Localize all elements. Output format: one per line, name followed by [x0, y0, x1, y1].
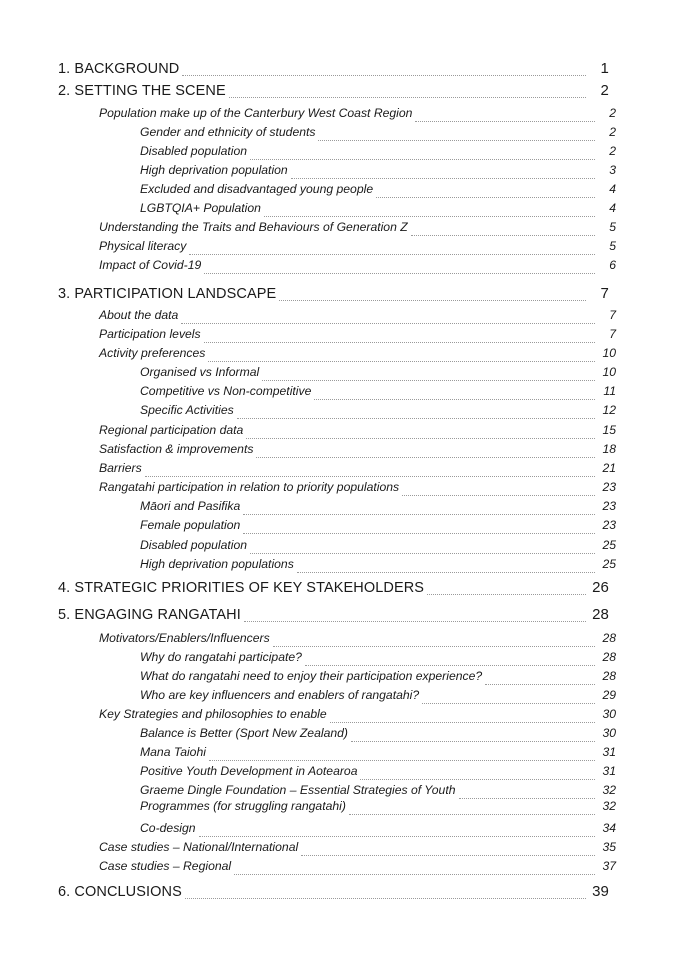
toc-entry-page-number: 2 — [600, 82, 609, 99]
dot-leader — [351, 741, 595, 742]
toc-entry[interactable] — [0, 764, 675, 784]
dot-leader — [305, 665, 595, 666]
toc-entry-title: Motivators/Enablers/Influencers — [99, 631, 270, 645]
toc-entry-title: Key Strategies and philosophies to enable — [99, 707, 327, 721]
dot-leader — [243, 514, 595, 515]
dot-leader — [243, 533, 595, 534]
dot-leader — [185, 898, 586, 899]
toc-entry[interactable] — [0, 239, 675, 259]
toc-entry-title: Co-design — [140, 821, 196, 835]
toc-entry[interactable] — [0, 125, 675, 145]
toc-entry-title: Organised vs Informal — [140, 365, 260, 379]
toc-entry-page-number: 31 — [602, 764, 616, 778]
dot-leader — [415, 121, 595, 122]
toc-entry-page-number: 4 — [609, 201, 616, 215]
toc-entry-title: Māori and Pasifika — [140, 499, 241, 513]
dot-leader — [145, 476, 595, 477]
dot-leader — [244, 621, 586, 622]
toc-entry[interactable] — [0, 726, 675, 746]
toc-entry-page-number: 1 — [600, 60, 609, 77]
toc-entry[interactable] — [0, 144, 675, 164]
toc-entry-page-number: 30 — [602, 707, 616, 721]
toc-entry-title: Understanding the Traits and Behaviours of Generation Z — [99, 220, 408, 234]
toc-entry-page-number: 7 — [600, 285, 609, 302]
toc-entry[interactable] — [0, 499, 675, 519]
toc-entry-title: Competitive vs Non-competitive — [140, 384, 312, 398]
toc-entry-title: Positive Youth Development in Aotearoa — [140, 764, 358, 778]
toc-entry-page-number: 35 — [602, 840, 616, 854]
toc-entry-title: High deprivation populations — [140, 557, 294, 571]
toc-entry-page-number: 7 — [609, 327, 616, 341]
toc-entry[interactable] — [0, 365, 675, 385]
toc-entry-title: Regional participation data — [99, 423, 244, 437]
toc-entry-title: 6. CONCLUSIONS — [58, 884, 182, 900]
toc-entry[interactable] — [0, 163, 675, 183]
dot-leader — [349, 814, 595, 815]
toc-entry[interactable] — [0, 201, 675, 221]
toc-entry-page-number: 25 — [602, 538, 616, 552]
toc-entry[interactable] — [0, 327, 675, 347]
toc-entry-title: Rangatahi participation in relation to priority populations — [99, 480, 400, 494]
toc-entry-page-number: 10 — [602, 365, 616, 379]
toc-entry[interactable] — [0, 403, 675, 423]
toc-entry[interactable] — [0, 480, 675, 500]
toc-entry-title: Why do rangatahi participate? — [140, 650, 302, 664]
dot-leader — [250, 159, 595, 160]
toc-entry-title: Case studies – National/International — [99, 840, 299, 854]
toc-entry-page-number: 15 — [602, 423, 616, 437]
toc-entry-page-number: 34 — [602, 821, 616, 835]
dot-leader — [318, 140, 595, 141]
toc-entry-page-number: 28 — [602, 669, 616, 683]
toc-entry[interactable] — [0, 346, 675, 366]
toc-entry[interactable] — [0, 60, 675, 80]
toc-entry-title: Gender and ethnicity of students — [140, 125, 316, 139]
toc-entry[interactable] — [0, 518, 675, 538]
toc-entry-page-number: 37 — [602, 859, 616, 873]
toc-entry-title: Disabled population — [140, 538, 248, 552]
toc-entry-title: Population make up of the Canterbury West Coast Region — [99, 106, 413, 120]
toc-entry-page-number: 30 — [602, 726, 616, 740]
toc-entry-page-number: 10 — [602, 346, 616, 360]
dot-leader — [411, 235, 595, 236]
toc-entry[interactable] — [0, 82, 675, 102]
toc-entry-page-number: 31 — [602, 745, 616, 759]
dot-leader — [262, 380, 595, 381]
toc-entry[interactable] — [0, 308, 675, 328]
toc-entry-page-number: 18 — [602, 442, 616, 456]
dot-leader — [199, 836, 595, 837]
dot-leader — [273, 646, 595, 647]
toc-entry-title: 3. PARTICIPATION LANDSCAPE — [58, 286, 277, 302]
toc-entry[interactable] — [0, 688, 675, 708]
toc-entry[interactable] — [0, 707, 675, 727]
toc-entry-title: Mana Taiohi — [140, 745, 206, 759]
toc-entry-page-number: 28 — [592, 606, 609, 623]
toc-entry[interactable] — [0, 384, 675, 404]
toc-entry[interactable] — [0, 220, 675, 240]
toc-entry-title: High deprivation population — [140, 163, 288, 177]
toc-entry-page-number: 32 — [602, 783, 616, 797]
toc-entry[interactable] — [0, 631, 675, 651]
dot-leader — [237, 418, 595, 419]
dot-leader — [402, 495, 595, 496]
toc-entry-page-number: 25 — [602, 557, 616, 571]
dot-leader — [330, 722, 595, 723]
toc-entry-title: Satisfaction & improvements — [99, 442, 254, 456]
toc-entry-page-number: 5 — [609, 220, 616, 234]
toc-entry-page-number: 2 — [609, 106, 616, 120]
toc-entry-title: Activity preferences — [99, 346, 206, 360]
dot-leader — [256, 457, 595, 458]
toc-entry-page-number: 23 — [602, 480, 616, 494]
dot-leader — [314, 399, 595, 400]
toc-entry[interactable] — [0, 258, 675, 278]
toc-entry[interactable] — [0, 859, 675, 879]
dot-leader — [360, 779, 595, 780]
toc-entry-page-number: 12 — [602, 403, 616, 417]
toc-entry[interactable] — [0, 745, 675, 765]
toc-entry-title: Who are key influencers and enablers of rangatahi? — [140, 688, 420, 702]
toc-entry-title: Balance is Better (Sport New Zealand) — [140, 726, 348, 740]
toc-entry[interactable] — [0, 669, 675, 689]
toc-entry[interactable] — [0, 423, 675, 443]
toc-entry[interactable] — [0, 799, 675, 819]
toc-entry-title: Case studies – Regional — [99, 859, 232, 873]
toc-entry-page-number: 32 — [602, 799, 616, 813]
toc-entry[interactable] — [0, 182, 675, 202]
toc-entry-page-number: 23 — [602, 518, 616, 532]
toc-entry[interactable] — [0, 557, 675, 577]
toc-entry-page-number: 7 — [609, 308, 616, 322]
toc-entry-page-number: 23 — [602, 499, 616, 513]
toc-entry-title: 5. ENGAGING RANGATAHI — [58, 607, 241, 623]
dot-leader — [229, 97, 586, 98]
dot-leader — [422, 703, 595, 704]
toc-entry-title: Impact of Covid-19 — [99, 258, 202, 272]
toc-entry-title: 4. STRATEGIC PRIORITIES OF KEY STAKEHOLDERS — [58, 580, 425, 596]
toc-entry-title: Excluded and disadvantaged young people — [140, 182, 374, 196]
dot-leader — [189, 254, 595, 255]
toc-entry[interactable] — [0, 106, 675, 126]
toc-entry-title: Disabled population — [140, 144, 248, 158]
dot-leader — [485, 684, 595, 685]
dot-leader — [246, 438, 595, 439]
toc-entry-page-number: 2 — [609, 125, 616, 139]
toc-entry-title: 2. SETTING THE SCENE — [58, 83, 226, 99]
toc-entry-title: Physical literacy — [99, 239, 187, 253]
toc-entry-page-number: 21 — [602, 461, 616, 475]
dot-leader — [264, 216, 595, 217]
toc-entry-title: 1. BACKGROUND — [58, 61, 180, 77]
dot-leader — [208, 361, 595, 362]
toc-entry[interactable] — [0, 840, 675, 860]
toc-entry-title: Participation levels — [99, 327, 201, 341]
dot-leader — [204, 273, 595, 274]
dot-leader — [250, 553, 595, 554]
toc-entry[interactable] — [0, 650, 675, 670]
dot-leader — [181, 323, 595, 324]
toc-entry-page-number: 28 — [602, 631, 616, 645]
dot-leader — [297, 572, 595, 573]
dot-leader — [234, 874, 595, 875]
dot-leader — [279, 300, 586, 301]
toc-entry[interactable] — [0, 538, 675, 558]
toc-entry-page-number: 26 — [592, 579, 609, 596]
dot-leader — [209, 760, 595, 761]
toc-entry-title: Female population — [140, 518, 241, 532]
toc-entry[interactable] — [0, 442, 675, 462]
toc-entry-title: About the data — [99, 308, 179, 322]
dot-leader — [182, 75, 586, 76]
toc-entry-page-number: 39 — [592, 883, 609, 900]
toc-entry-title: Programmes (for struggling rangatahi) — [140, 799, 346, 813]
dot-leader — [301, 855, 595, 856]
toc-entry-page-number: 2 — [609, 144, 616, 158]
toc-entry[interactable] — [0, 606, 675, 626]
toc-entry-page-number: 5 — [609, 239, 616, 253]
toc-entry-title: What do rangatahi need to enjoy their participation experience? — [140, 669, 483, 683]
toc-entry[interactable] — [0, 883, 675, 903]
dot-leader — [204, 342, 595, 343]
toc-entry[interactable] — [0, 821, 675, 841]
toc-entry[interactable] — [0, 285, 675, 305]
toc-entry[interactable] — [0, 579, 675, 599]
dot-leader — [376, 197, 595, 198]
dot-leader — [427, 594, 586, 595]
toc-entry-title: LGBTQIA+ Population — [140, 201, 261, 215]
toc-entry-title: Barriers — [99, 461, 142, 475]
dot-leader — [291, 178, 595, 179]
toc-entry-page-number: 3 — [609, 163, 616, 177]
toc-entry-page-number: 28 — [602, 650, 616, 664]
toc-entry-title: Specific Activities — [140, 403, 234, 417]
toc-entry-page-number: 29 — [602, 688, 616, 702]
toc-entry-page-number: 4 — [609, 182, 616, 196]
toc-entry-page-number: 11 — [603, 384, 616, 398]
toc-entry-title: Graeme Dingle Foundation – Essential Strategies of Youth — [140, 783, 456, 797]
toc-entry-page-number: 6 — [609, 258, 616, 272]
toc-entry[interactable] — [0, 461, 675, 481]
